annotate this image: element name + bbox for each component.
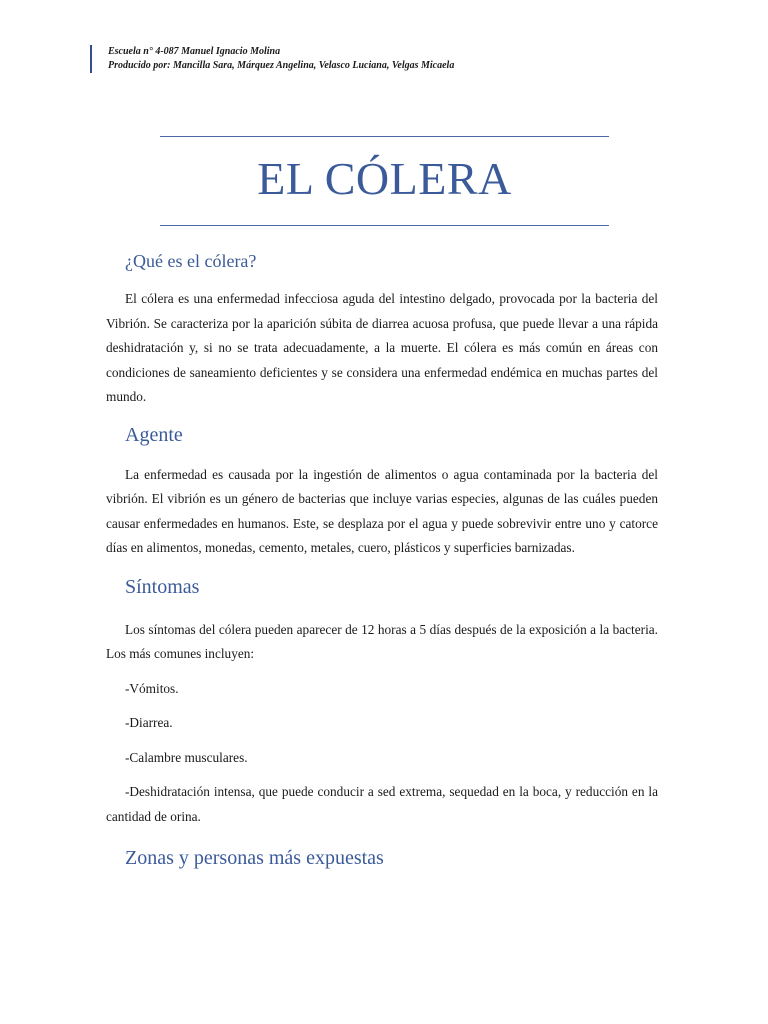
title-top-rule	[160, 136, 609, 137]
paragraph: El cólera es una enfermedad infecciosa aguda del intestino delgado, provocada por la bacteria del Vibrión. Se caracteriza por la aparición súbita de diarrea acuosa profusa, que puede llevar a una rápida deshidratación y, si no se trata adecuadamente, a la muerte. El cólera es más común en áreas con condiciones de saneamiento deficientes y se considera una enfermedad endémica en muchas partes del mundo.	[106, 291, 658, 404]
document-body	[106, 250, 658, 870]
document-title: EL CÓLERA	[257, 153, 512, 204]
authors-line: Producido por: Mancilla Sara, Márquez Angelina, Velasco Luciana, Velgas Micaela	[108, 60, 455, 71]
document-header	[90, 45, 454, 73]
section-heading-zonas: Zonas y personas más expuestas	[125, 847, 384, 869]
paragraph: Los síntomas del cólera pueden aparecer de 12 horas a 5 días después de la exposición a la bacteria. Los más comunes incluyen:	[106, 621, 658, 661]
section-heading-sintomas: Síntomas	[125, 575, 200, 598]
section-heading-que-es: ¿Qué es el cólera?	[125, 251, 257, 271]
section-heading-agente: Agente	[125, 423, 183, 446]
list-item: -Diarrea.	[125, 715, 173, 730]
school-line: Escuela n° 4-087 Manuel Ignacio Molina	[108, 46, 281, 57]
list-item: -Deshidratación intensa, que puede conducir a sed extrema, sequedad en la boca, y reducción en la cantidad de orina.	[106, 784, 658, 824]
list-item: -Vómitos.	[125, 680, 179, 696]
list-item: -Calambre musculares.	[125, 749, 248, 765]
title-bottom-rule	[160, 225, 609, 226]
paragraph: La enfermedad es causada por la ingestión de alimentos o agua contaminada por la bacteria del vibrión. El vibrión es un género de bacterias que incluye varias especies, algunas de las cuáles pueden causar enfermedades en humanos. Este, se desplaza por el agua y puede sobrevivir entre uno y catorce días en alimentos, monedas, cemento, metales, cuero, plásticos y superficies barnizadas.	[106, 466, 658, 555]
